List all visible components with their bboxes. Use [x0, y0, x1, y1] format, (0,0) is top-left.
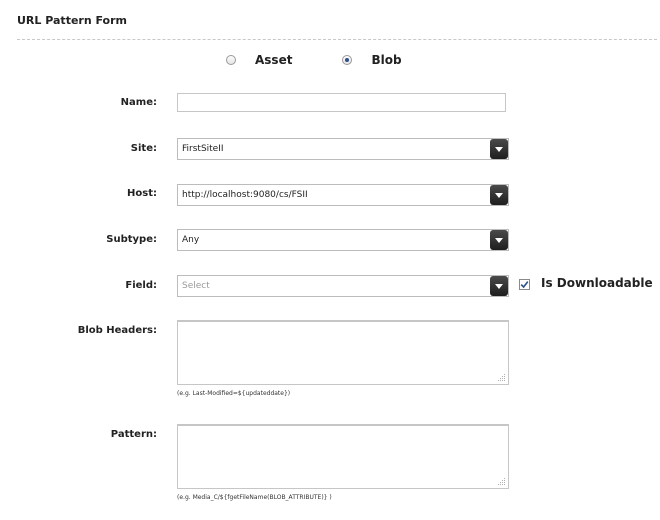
subtype-select-value: Any [182, 235, 200, 245]
field-select-placeholder: Select [182, 281, 210, 291]
pattern-textarea[interactable] [177, 424, 509, 489]
resize-grip-icon[interactable] [498, 478, 506, 486]
blob-headers-hint: (e.g. Last-Modified=${updateddate}) [177, 390, 291, 397]
name-input[interactable] [177, 93, 506, 112]
type-radio-group [226, 51, 402, 69]
host-label: Host: [127, 188, 157, 199]
asset-radio-button[interactable] [226, 55, 236, 65]
form-title: URL Pattern Form [17, 14, 128, 27]
blob-radio-button[interactable] [342, 55, 352, 65]
chevron-down-icon [495, 284, 503, 289]
checkmark-icon [520, 280, 529, 289]
blob-radio-option[interactable] [342, 53, 401, 67]
host-dropdown-button[interactable] [490, 185, 508, 205]
pattern-label: Pattern: [110, 429, 157, 440]
site-select-value: FirstSiteII [182, 144, 224, 154]
pattern-hint: (e.g. Media_C/${fgetFileName(BLOB_ATTRIBUTE)} ) [177, 494, 332, 501]
site-select[interactable] [177, 138, 509, 160]
subtype-dropdown-button[interactable] [490, 230, 508, 250]
is-downloadable-checkbox[interactable] [519, 279, 530, 290]
subtype-label: Subtype: [106, 234, 157, 245]
subtype-select[interactable] [177, 229, 509, 251]
is-downloadable-label: Is Downloadable [541, 276, 653, 290]
site-dropdown-button[interactable] [490, 139, 508, 159]
asset-radio-label: Asset [255, 53, 293, 67]
field-dropdown-button[interactable] [490, 276, 508, 296]
chevron-down-icon [495, 193, 503, 198]
blob-headers-label: Blob Headers: [77, 325, 157, 336]
blob-radio-label: Blob [371, 53, 402, 67]
field-select[interactable] [177, 275, 509, 297]
chevron-down-icon [495, 238, 503, 243]
asset-radio-option[interactable] [226, 53, 292, 67]
field-label: Field: [125, 280, 157, 291]
blob-headers-textarea[interactable] [177, 320, 509, 385]
name-label: Name: [120, 97, 157, 108]
resize-grip-icon[interactable] [498, 374, 506, 382]
chevron-down-icon [495, 147, 503, 152]
host-select[interactable] [177, 184, 509, 206]
site-label: Site: [130, 143, 157, 154]
host-select-value: http://localhost:9080/cs/FSII [182, 190, 308, 200]
title-divider [17, 39, 657, 40]
